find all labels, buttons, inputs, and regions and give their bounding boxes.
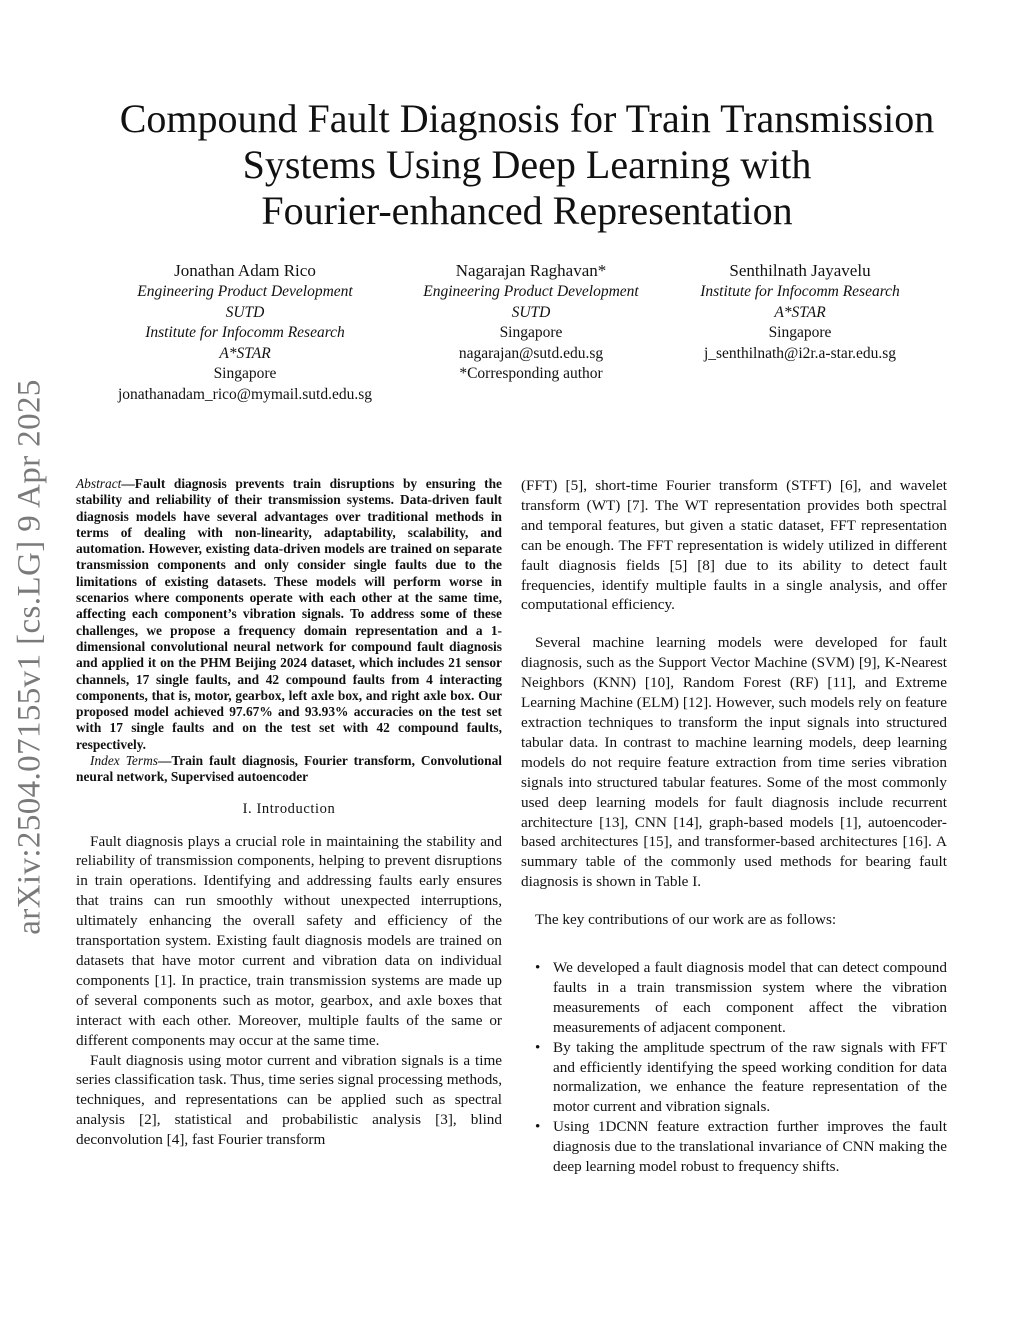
list-item-text: By taking the amplitude spectrum of the raw signals with FFT and efficiently identifying the speed working condition for data normalization, we enhance the feature representation of the motor current and vibration signals. [553, 1038, 947, 1116]
author-name: Nagarajan Raghavan* [455, 261, 607, 280]
author-name: Jonathan Adam Rico [174, 261, 316, 280]
author-1 [60, 260, 430, 405]
section-heading: I. Introduction [242, 800, 336, 817]
list-item [521, 1117, 947, 1177]
title-line: Compound Fault Diagnosis for Train Transmission [119, 96, 935, 141]
arxiv-sidebar-stamp [0, 358, 60, 956]
abstract-label: Abstract [76, 476, 122, 491]
author-affiliation: A*STAR [219, 344, 271, 362]
list-item [521, 1038, 947, 1118]
index-terms-label: Index Terms [90, 753, 158, 769]
contributions-list [521, 958, 947, 1177]
bullet-icon: • [535, 1118, 541, 1136]
arxiv-identifier: arXiv:2504.07155v1 [cs.LG] 9 Apr 2025 [11, 379, 48, 935]
author-affiliation: Institute for Infocomm Research [700, 283, 900, 300]
author-location: Singapore [768, 324, 832, 341]
bullet-icon: • [535, 1038, 541, 1056]
abstract-text: —Fault diagnosis prevents train disruptions by ensuring the stability and reliability of their transmission systems. Data-driven fault diagnosis models have several advantages over traditional methods in terms of dealing with non-linearity, adaptability, scalability, and automation. However, existing data-driven models are trained on separate transmission components and only consider single faults due to the limitations of existing datasets. These models will perform worse in scenarios where components operate with each other at the same time, affecting each component’s vibration signals. To address some of these challenges, we propose a frequency domain representation and a 1-dimensional convolutional neural network for compound fault diagnosis and applied it on the PHM Beijing 2024 dataset, which includes 21 sensor channels, 17 single faults, and 42 compound faults from 4 interacting components, that is, motor, gearbox, left axle box, and right axle box. Our proposed model achieved 97.67% and 93.93% accuracies on the test set with 17 single faults and on the test set with 42 compound faults, respectively. [76, 476, 502, 752]
list-item [521, 958, 947, 1038]
corresponding-note: *Corresponding author [459, 365, 603, 382]
paragraph: Fault diagnosis using motor current and vibration signals is a time series classification task. Thus, time series signal processing methods, techniques, and representations can be applied such as spectral analysis [2], statistical and probabilistic analysis [3], blind deconvolution [4], fast Fourier transform [76, 1051, 502, 1149]
list-item-text: Using 1DCNN feature extraction further improves the fault diagnosis due to the translational invariance of CNN making the deep learning model robust to frequency shifts. [553, 1118, 947, 1176]
author-affiliation: Engineering Product Development [423, 283, 639, 300]
author-email: j_senthilnath@i2r.a-star.edu.sg [703, 344, 897, 362]
author-affiliation: Engineering Product Development [137, 283, 353, 300]
author-name: Senthilnath Jayavelu [729, 261, 871, 280]
author-2 [406, 260, 656, 385]
author-email: nagarajan@sutd.edu.sg [458, 344, 604, 362]
author-block [60, 260, 980, 410]
author-affiliation: Institute for Infocomm Research [145, 324, 345, 341]
author-affiliation: SUTD [511, 303, 551, 321]
paragraph: (FFT) [5], short-time Fourier transform (STFT) [6], and wavelet transform (WT) [7]. The WT representation provides both spectral and temporal features, but given a static dataset, FFT representation can be enough. The FFT representation is widely utilized in different fault diagnosis fields [5] [8] due to its ability to detect fault frequencies, identify multiple faults in a single analysis, and offer computational efficiency. [521, 477, 947, 614]
index-terms [76, 753, 502, 786]
paper-title [60, 96, 994, 234]
title-line: Systems Using Deep Learning with [242, 142, 812, 187]
author-email: jonathanadam_rico@mymail.sutd.edu.sg [117, 385, 373, 403]
author-affiliation: SUTD [225, 303, 265, 321]
author-location: Singapore [499, 324, 563, 341]
bullet-icon: • [535, 959, 541, 977]
paragraph: Fault diagnosis plays a crucial role in maintaining the stability and reliability of transmission components, helping to prevent disruptions in train operations. Identifying and addressing faults early ensures that trains can run smoothly without unexpected interruptions, ultimately enhancing the overall safety and efficiency of the transportation system. Existing fault diagnosis models are trained on datasets that have motor current and vibration data on individual components [1]. In practice, train transmission systems are made up of several components such as motor, gearbox, and axle boxes that interact with each other. Moreover, multiple faults of the same or different components may occur at the same time. [76, 832, 502, 1049]
index-terms-text: —Train fault diagnosis, Fourier transform, Convolutional neural network, Supervised autoencoder [76, 753, 502, 785]
paragraph: The key contributions of our work are as follows: [535, 911, 837, 929]
list-item-text: We developed a fault diagnosis model that can detect compound faults in a train transmission system where the vibration measurements of each component affect the vibration measurements of adjacent component. [553, 959, 947, 1036]
title-line: Fourier-enhanced Representation [261, 188, 793, 233]
author-3 [680, 260, 920, 364]
paragraph: Several machine learning models were developed for fault diagnosis, such as the Support Vector Machine (SVM) [9], K-Nearest Neighbors (KNN) [10], Random Forest (RF) [11], and Extreme Learning Machine (ELM) [12]. However, such models rely on feature extraction techniques to transform the input signals into structured tabular data. In contrast to machine learning models, deep learning models do not require feature extraction from time series vibration signals into structured tabular features. Some of the most commonly used deep learning models for fault diagnosis include recurrent architecture [13], CNN [14], graph-based models [1], autoencoder-based architectures [15], and transformer-based architectures [16]. A summary table of the commonly used methods for bearing fault diagnosis is shown in Table I. [521, 634, 947, 891]
abstract [76, 476, 502, 753]
author-location: Singapore [213, 365, 277, 382]
left-column [76, 476, 502, 1150]
right-column [521, 476, 947, 1177]
author-affiliation: A*STAR [774, 303, 826, 321]
